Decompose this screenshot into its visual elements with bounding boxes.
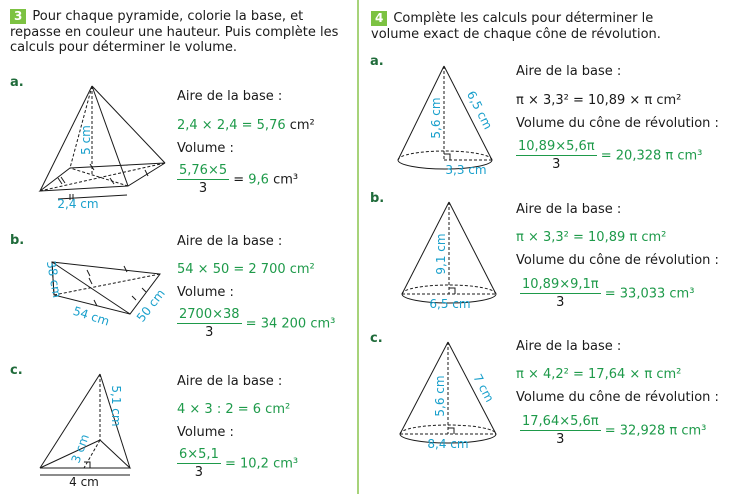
ex4-b-volume-calc: $\frac{10,89\times 9,1\pi}{3}$ = 33,033 cm³	[522, 277, 695, 310]
ex4-a-volume-calc: $\frac{10,89\times 5,6\pi}{3}$ = 20,328 π cm³	[518, 139, 703, 172]
ex3-c-aire-label: Aire de la base :	[177, 374, 283, 389]
ex4-a-label: a.	[370, 54, 384, 69]
ex3-c-volume-label: Volume :	[177, 425, 234, 440]
ex4-c-dim-diameter: 8,4 cm	[427, 437, 469, 451]
ex3-b-label: b.	[10, 233, 25, 248]
ex4-c-volume-label: Volume du cône de révolution :	[516, 390, 719, 405]
ex3-b-dim-50: 50 cm	[133, 286, 168, 325]
ex3-c-label: c.	[10, 363, 23, 378]
ex4-c-label: c.	[370, 331, 383, 346]
ex3-b-volume-calc: $\frac{2700\times 38}{3}$ = 34 200 cm³	[179, 307, 336, 340]
ex3-a-volume-label: Volume :	[177, 141, 234, 156]
ex3-c-dim-4: 4 cm	[69, 475, 99, 489]
ex4-a-cone-figure	[392, 60, 504, 178]
ex3-a-volume-calc: $\frac{5,76\times 5}{3}$ = 9,6 cm³	[179, 163, 299, 196]
ex4-b-volume-label: Volume du cône de révolution :	[516, 253, 719, 268]
ex4-b-dim-diameter: 6,5 cm	[429, 297, 471, 311]
ex3-b-aire-label: Aire de la base :	[177, 234, 283, 249]
ex4-b-cone-figure	[392, 196, 504, 314]
ex4-a-dim-slant: 6,5 cm	[463, 88, 496, 132]
ex3-b-dim-54: 54 cm	[71, 303, 112, 329]
ex3-instructions	[10, 9, 344, 56]
ex3-b-pyramid-figure	[32, 250, 182, 330]
ex3-instruction-line3: calculs pour déterminer le volume.	[10, 40, 238, 55]
ex4-a-volume-label: Volume du cône de révolution :	[516, 116, 719, 131]
ex4-a-dim-height: 5,6 cm	[429, 97, 443, 139]
ex3-a-dim-base: 2,4 cm	[57, 197, 99, 211]
ex3-instruction-line2: repasse en couleur une hauteur. Puis complète les	[10, 24, 339, 40]
ex3-a-label: a.	[10, 75, 24, 90]
ex4-instruction-line2: volume exact de chaque cône de révolution.	[371, 26, 661, 42]
ex3-c-volume-calc: $\frac{6\times 5,1}{3}$ = 10,2 cm³	[179, 447, 299, 480]
ex4-b-aire-calc: π × 3,3² = 10,89 π cm²	[516, 230, 667, 245]
ex3-instruction-line1: Pour chaque pyramide, colorie la base, et	[32, 9, 304, 24]
ex3-a-aire-calc: 2,4 × 2,4 = 5,76 cm²	[177, 118, 315, 133]
ex4-b-dim-height: 9,1 cm	[434, 233, 448, 275]
ex3-b-volume-label: Volume :	[177, 285, 234, 300]
ex4-a-dim-radius: 3,3 cm	[445, 163, 487, 177]
ex4-instructions	[371, 11, 705, 42]
ex3-a-pyramid-figure	[30, 78, 180, 213]
column-divider	[357, 0, 359, 494]
ex4-number-badge: 4	[371, 11, 387, 26]
ex3-c-aire-calc: 4 × 3 : 2 = 6 cm²	[177, 402, 291, 417]
ex4-instruction-line1: Complète les calculs pour déterminer le	[393, 11, 654, 26]
ex3-a-aire-label: Aire de la base :	[177, 89, 283, 104]
ex3-b-dim-38: 38 cm	[43, 259, 65, 299]
ex4-c-volume-calc: $\frac{17,64\times 5,6\pi}{3}$ = 32,928 π cm³	[522, 414, 707, 447]
ex3-number-badge: 3	[10, 9, 26, 24]
ex4-a-aire-label: Aire de la base :	[516, 64, 622, 79]
ex4-b-label: b.	[370, 191, 385, 206]
ex3-c-pyramid-figure	[32, 368, 142, 490]
ex3-a-dim-height: 5 cm	[79, 125, 93, 155]
ex4-c-dim-slant: 7 cm	[470, 371, 497, 405]
ex3-c-dim-3: 3 cm	[68, 432, 92, 466]
ex3-c-dim-51: 5,1 cm	[109, 385, 123, 427]
ex4-c-dim-height: 5,6 cm	[433, 375, 447, 417]
ex3-b-aire-calc: 54 × 50 = 2 700 cm²	[177, 262, 315, 277]
ex4-c-aire-calc: π × 4,2² = 17,64 × π cm²	[516, 367, 682, 382]
ex4-c-aire-label: Aire de la base :	[516, 339, 622, 354]
ex4-b-aire-label: Aire de la base :	[516, 202, 622, 217]
ex4-a-aire-calc: π × 3,3² = 10,89 × π cm²	[516, 93, 682, 108]
ex4-c-cone-figure	[392, 336, 504, 454]
